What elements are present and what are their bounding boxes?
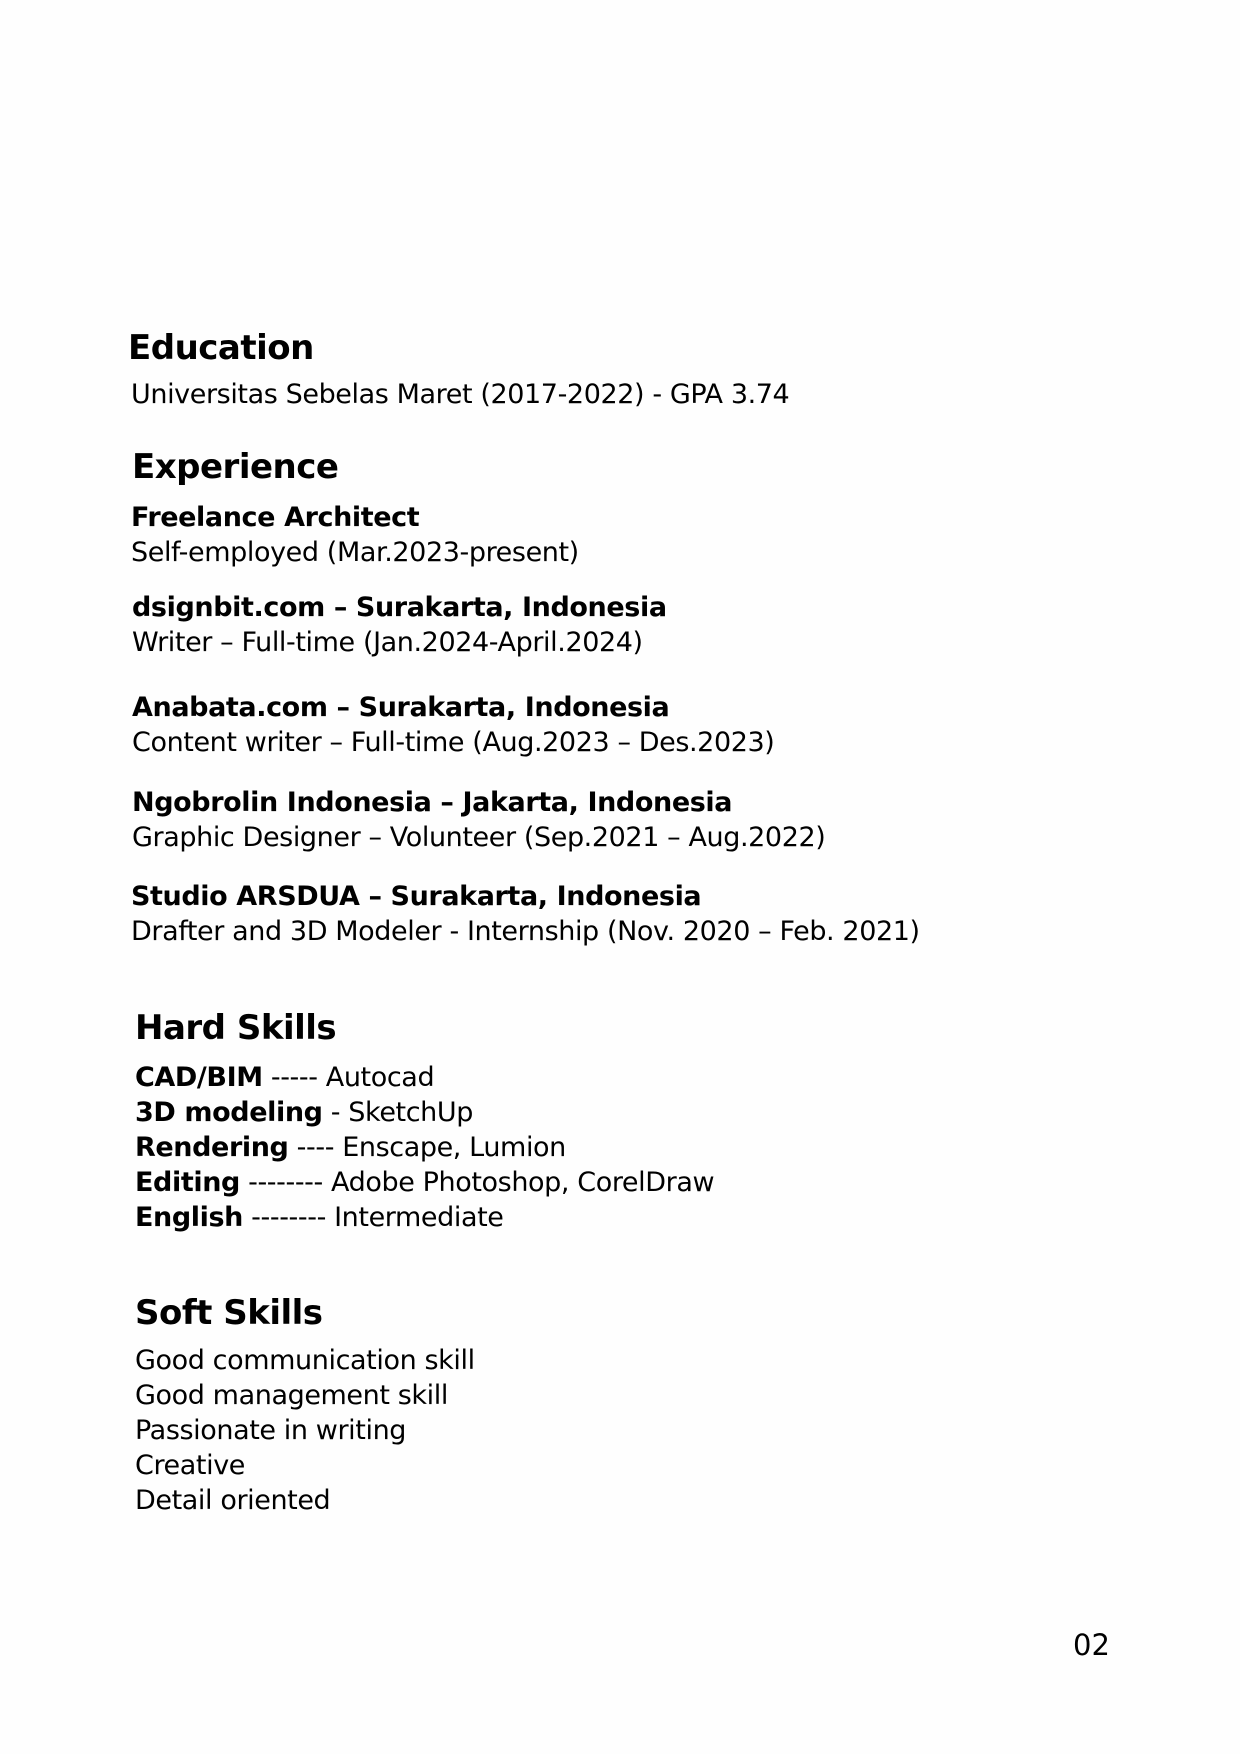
soft-skill-item: Passionate in writing: [135, 1415, 407, 1446]
hard-skill-value: ----- Autocad: [262, 1062, 435, 1093]
experience-heading: Experience: [132, 447, 339, 487]
hard-skill-value: - SketchUp: [322, 1097, 473, 1128]
hard-skill-row: [135, 1167, 714, 1199]
experience-role: Self-employed (Mar.2023-present): [131, 537, 579, 568]
hard-skill-row: [135, 1062, 434, 1094]
education-heading: Education: [128, 328, 314, 368]
hard-skill-label: 3D modeling: [135, 1097, 323, 1128]
experience-org: Ngobrolin Indonesia – Jakarta, Indonesia: [132, 787, 733, 818]
hard-skill-label: CAD/BIM: [135, 1062, 263, 1093]
hard-skill-label: Editing: [135, 1167, 240, 1198]
soft-skill-item: Good communication skill: [135, 1345, 475, 1376]
soft-skill-item: Good management skill: [135, 1380, 448, 1411]
experience-role: Content writer – Full-time (Aug.2023 – Des.2023): [132, 727, 775, 758]
hard-skill-value: -------- Adobe Photoshop, CorelDraw: [239, 1167, 715, 1198]
experience-role: Graphic Designer – Volunteer (Sep.2021 – Aug.2022): [132, 822, 826, 853]
hard-skill-row: [135, 1202, 504, 1234]
hard-skill-row: [135, 1132, 566, 1164]
hard-skill-value: -------- Intermediate: [243, 1202, 504, 1233]
education-entry: Universitas Sebelas Maret (2017-2022) - GPA 3.74: [131, 379, 790, 410]
soft-skills-heading: Soft Skills: [135, 1293, 323, 1333]
experience-org: Anabata.com – Surakarta, Indonesia: [132, 692, 670, 723]
soft-skill-item: Detail oriented: [135, 1485, 331, 1516]
experience-org: dsignbit.com – Surakarta, Indonesia: [132, 592, 667, 623]
experience-role: Writer – Full-time (Jan.2024-April.2024): [132, 627, 643, 658]
experience-org: Studio ARSDUA – Surakarta, Indonesia: [131, 881, 702, 912]
hard-skill-label: Rendering: [135, 1132, 289, 1163]
soft-skill-item: Creative: [135, 1450, 245, 1481]
hard-skill-value: ---- Enscape, Lumion: [288, 1132, 566, 1163]
hard-skills-heading: Hard Skills: [135, 1008, 337, 1048]
experience-role: Drafter and 3D Modeler - Internship (Nov. 2020 – Feb. 2021): [131, 916, 920, 947]
hard-skill-row: [135, 1097, 473, 1129]
experience-org: Freelance Architect: [131, 502, 420, 533]
hard-skill-label: English: [135, 1202, 243, 1233]
page-number: 02: [1073, 1628, 1110, 1662]
